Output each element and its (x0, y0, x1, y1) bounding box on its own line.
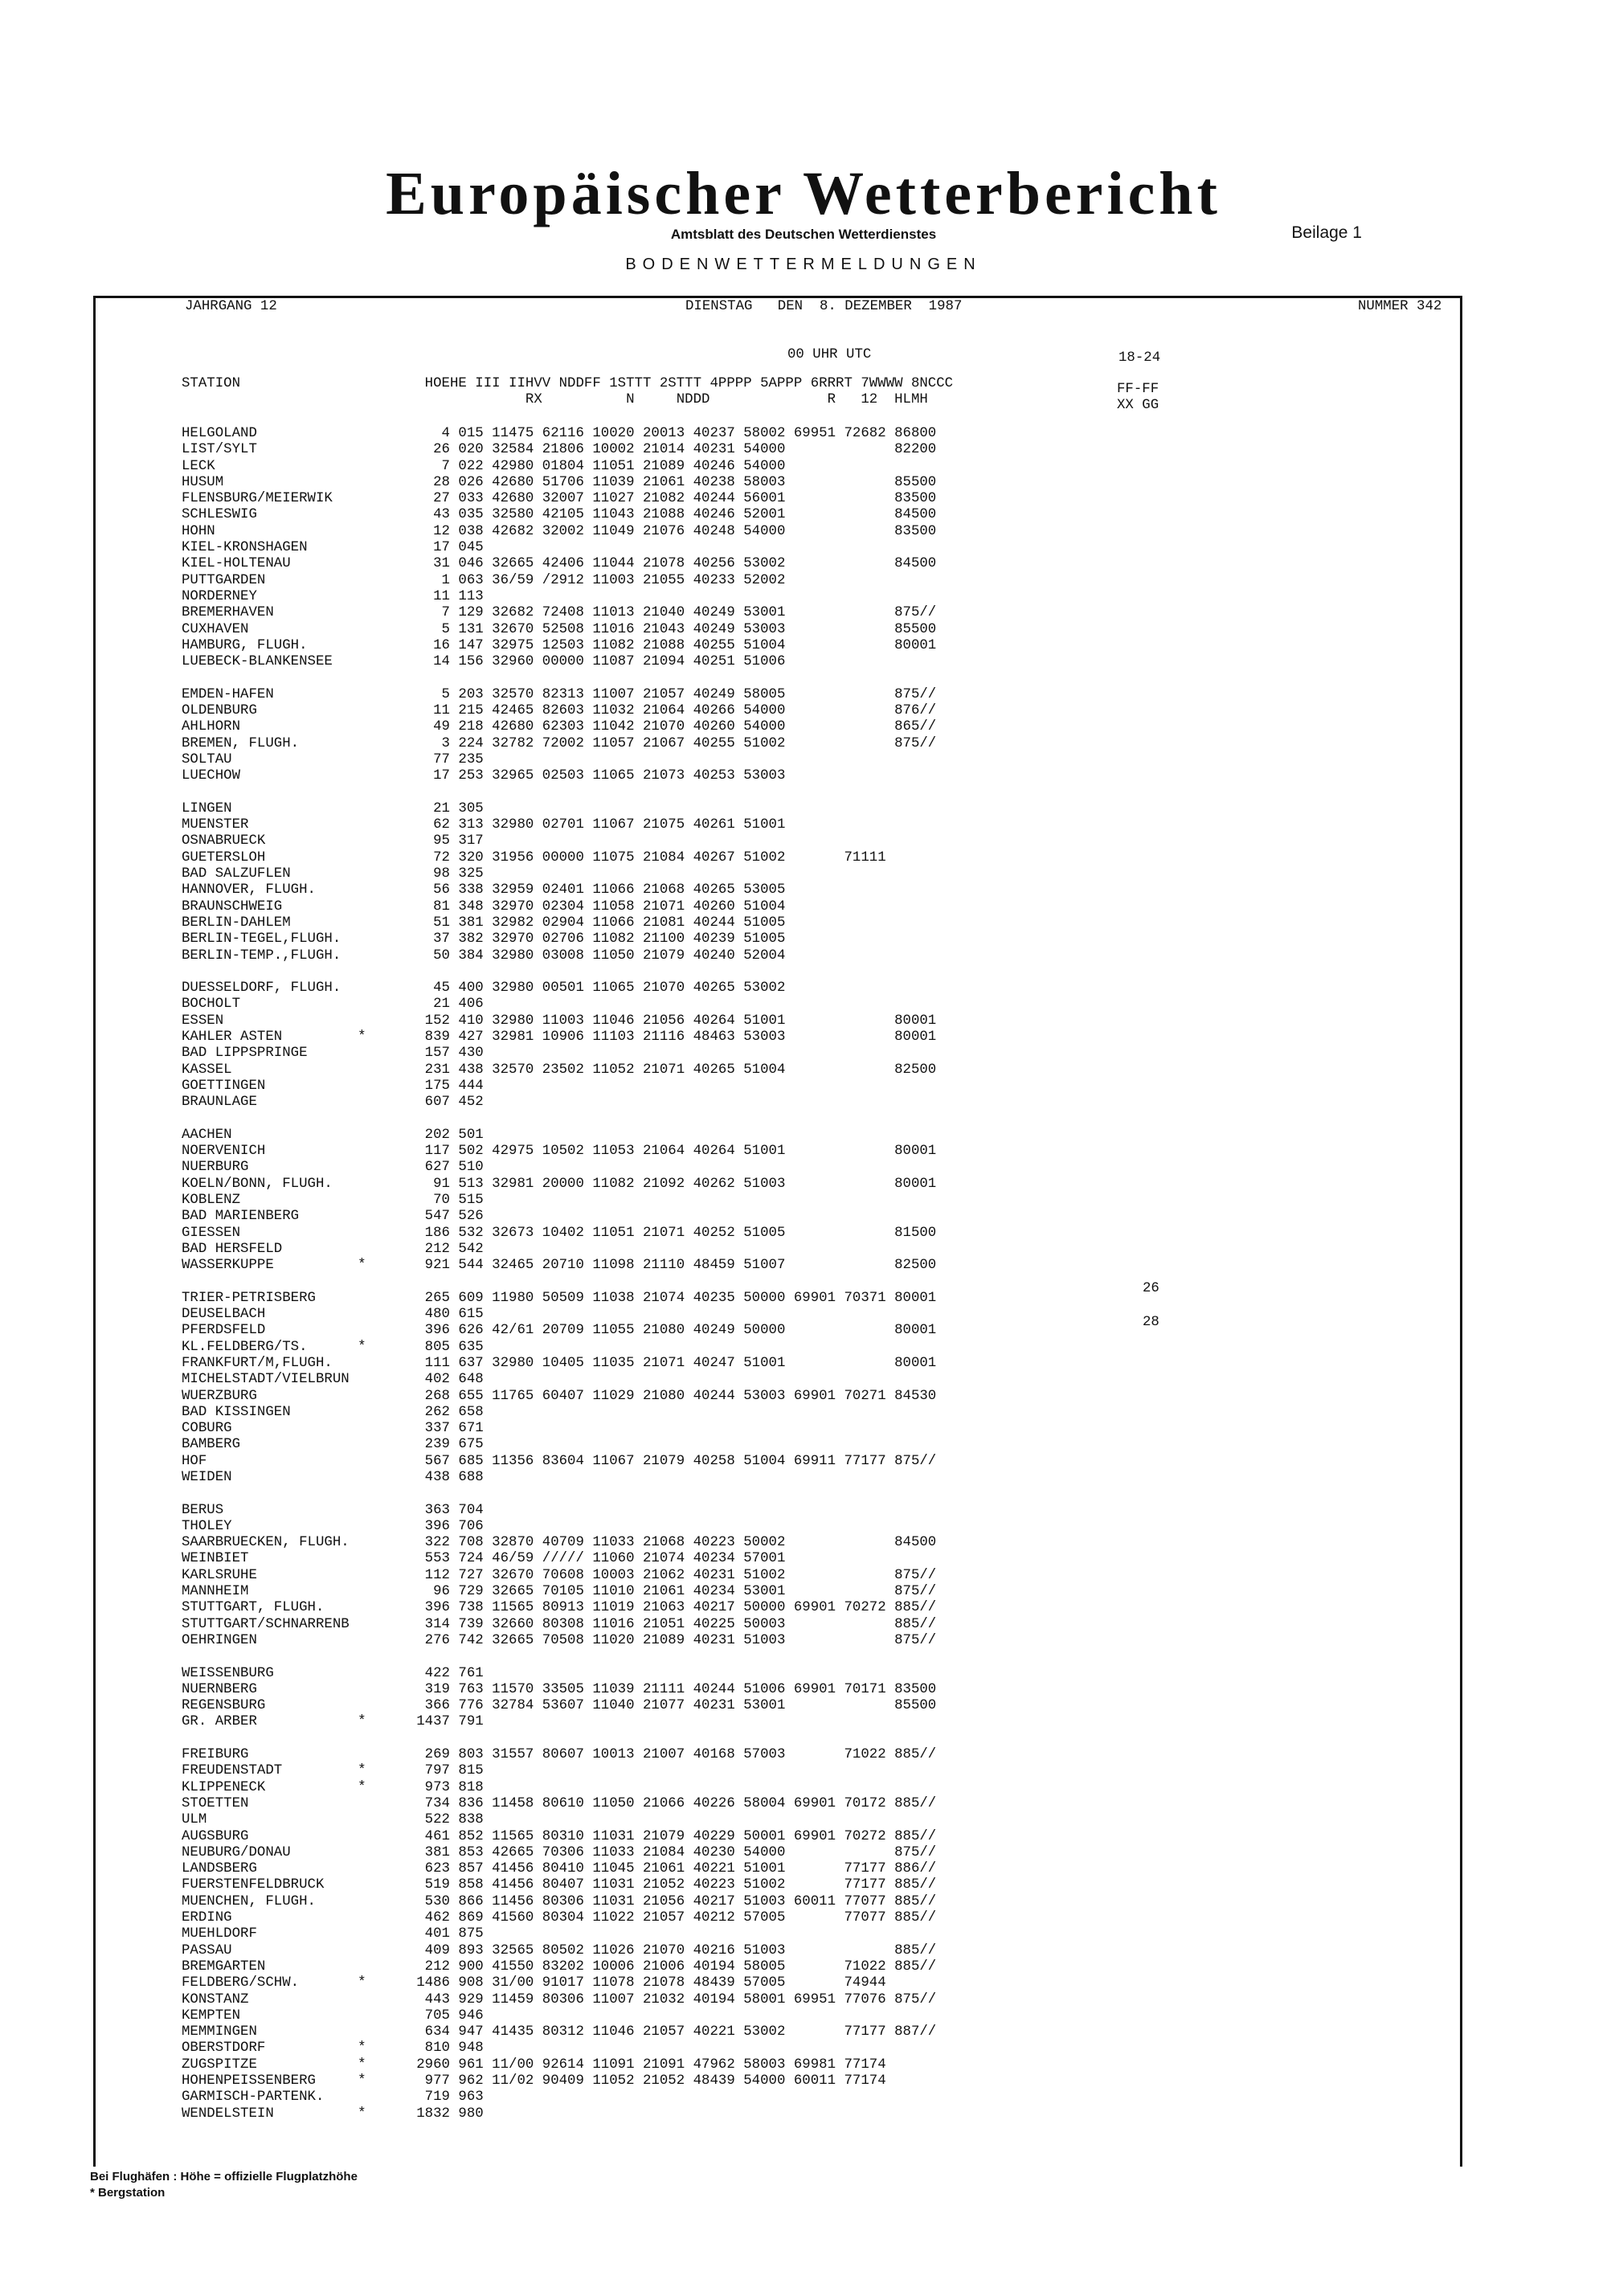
station-row: STUTTGART, FLUGH. 396 738 11565 80913 11019 21063 40217 50000 69901 70272 885// (182, 1600, 937, 1616)
station-row: MUENSTER 62 313 32980 02701 11067 21075 40261 51001 (182, 817, 786, 833)
station-row: SCHLESWIG 43 035 32580 42105 11043 21088 40246 52001 84500 (182, 507, 937, 523)
section-heading: BODENWETTERMELDUNGEN (625, 256, 982, 273)
station-row: MANNHEIM 96 729 32665 70105 11010 21061 40234 53001 875// (182, 1584, 937, 1600)
footnote-airports: Bei Flughäfen : Höhe = offizielle Flugplatzhöhe (90, 2170, 358, 2183)
side-header-line1: 18-24 (1118, 350, 1161, 366)
station-row: BOCHOLT 21 406 (182, 997, 484, 1013)
station-row: OBERSTDORF * 810 948 (182, 2040, 484, 2057)
station-row: OLDENBURG 11 215 42465 82603 11032 21064 40266 54000 876// (182, 703, 937, 719)
station-row: FLENSBURG/MEIERWIK 27 033 42680 32007 11027 21082 40244 56001 83500 (182, 491, 937, 507)
station-row: FREUDENSTADT * 797 815 (182, 1763, 484, 1779)
station-row: WASSERKUPPE * 921 544 32465 20710 11098 21110 48459 51007 82500 (182, 1258, 937, 1274)
station-row: SAARBRUECKEN, FLUGH. 322 708 32870 40709 11033 21068 40223 50002 84500 (182, 1535, 937, 1551)
station-row: GUETERSLOH 72 320 31956 00000 11075 21084 40267 51002 71111 (182, 849, 886, 866)
station-row: STUTTGART/SCHNARRENB 314 739 32660 80308 11016 21051 40225 50003 885// (182, 1616, 937, 1632)
station-row: BAD MARIENBERG 547 526 (182, 1209, 484, 1225)
station-row: KLIPPENECK * 973 818 (182, 1779, 484, 1795)
group-spacer (182, 670, 936, 686)
station-row: GARMISCH-PARTENK. 719 963 (182, 2089, 484, 2106)
report-number: NUMMER 342 (1358, 299, 1442, 314)
station-row: PASSAU 409 893 32565 80502 11026 21070 40216 51003 885// (182, 1942, 937, 1958)
side-header-line3: XX GG (1117, 398, 1159, 413)
station-row: WUERZBURG 268 655 11765 60407 11029 21080 40244 53003 69901 70271 84530 (182, 1388, 937, 1404)
group-spacer (182, 785, 936, 801)
station-row: GOETTINGEN 175 444 (182, 1078, 484, 1094)
station-row: REGENSBURG 366 776 32784 53607 11040 21077 40231 53001 85500 (182, 1698, 937, 1714)
station-row: NEUBURG/DONAU 381 853 42665 70306 11033 21084 40230 54000 875// (182, 1844, 937, 1860)
station-table (182, 426, 936, 2122)
station-row: GR. ARBER * 1437 791 (182, 1714, 484, 1730)
station-row: PUTTGARDEN 1 063 36/59 /2912 11003 21055 40233 52002 (182, 572, 786, 588)
group-spacer (182, 1486, 936, 1502)
station-row: HUSUM 28 026 42680 51706 11039 21061 40238 58003 85500 (182, 474, 937, 490)
side-value-wasserkuppe: 26 (1143, 1281, 1159, 1296)
column-header-line2: RX N NDDD R 12 HLMH (182, 392, 928, 407)
station-row: LUEBECK-BLANKENSEE 14 156 32960 00000 11087 21094 40251 51006 (182, 654, 786, 670)
station-row: BAD KISSINGEN 262 658 (182, 1404, 484, 1420)
station-row: KOBLENZ 70 515 (182, 1192, 484, 1208)
station-row: BREMERHAVEN 7 129 32682 72408 11013 21040 40249 53001 875// (182, 605, 937, 621)
station-row: LIST/SYLT 26 020 32584 21806 10002 21014 40231 54000 82200 (182, 442, 937, 458)
station-row: LECK 7 022 42980 01804 11051 21089 40246 54000 (182, 458, 786, 474)
station-row: EMDEN-HAFEN 5 203 32570 82313 11007 21057 40249 58005 875// (182, 686, 937, 702)
station-row: KASSEL 231 438 32570 23502 11052 21071 40265 51004 82500 (182, 1062, 937, 1078)
station-row: NUERBURG 627 510 (182, 1160, 484, 1176)
station-row: HOHN 12 038 42682 32002 11049 21076 40248 54000 83500 (182, 523, 937, 539)
footnote-mountain: * Bergstation (90, 2186, 166, 2200)
observation-time: 00 UHR UTC (787, 347, 872, 362)
station-row: BRAUNLAGE 607 452 (182, 1095, 484, 1111)
station-row: ZUGSPITZE * 2960 961 11/00 92614 11091 21091 47962 58003 69981 77174 (182, 2057, 886, 2073)
station-row: BERLIN-TEGEL,FLUGH. 37 382 32970 02706 11082 21100 40239 51005 (182, 931, 786, 947)
station-row: LINGEN 21 305 (182, 800, 484, 816)
station-row: ULM 522 838 (182, 1812, 484, 1828)
station-row: LANDSBERG 623 857 41456 80410 11045 21061 40221 51001 77177 886// (182, 1861, 937, 1877)
station-row: BAD LIPPSPRINGE 157 430 (182, 1046, 484, 1062)
group-spacer (182, 1649, 936, 1665)
station-row: FUERSTENFELDBRUCK 519 858 41456 80407 11031 21052 40223 51002 77177 885// (182, 1877, 937, 1893)
side-value-trier: 28 (1143, 1315, 1159, 1330)
group-spacer (182, 1731, 936, 1747)
column-header-line1: STATION HOEHE III IIHVV NDDFF 1STTT 2STTT 4PPPP 5APPP 6RRRT 7WWWW 8NCCC (182, 376, 954, 391)
group-spacer (182, 1274, 936, 1290)
station-row: NUERNBERG 319 763 11570 33505 11039 21111 40244 51006 69901 70171 83500 (182, 1681, 937, 1697)
station-row: ESSEN 152 410 32980 11003 11046 21056 40264 51001 80001 (182, 1013, 937, 1029)
station-row: PFERDSFELD 396 626 42/61 20709 11055 21080 40249 50000 80001 (182, 1323, 937, 1339)
station-row: HAMBURG, FLUGH. 16 147 32975 12503 11082 21088 40255 51004 80001 (182, 637, 937, 653)
station-row: BAD HERSFELD 212 542 (182, 1241, 484, 1257)
station-row: BAMBERG 239 675 (182, 1437, 484, 1453)
station-row: HELGOLAND 4 015 11475 62116 10020 20013 40237 58002 69951 72682 86800 (182, 426, 937, 441)
station-row: BREMEN, FLUGH. 3 224 32782 72002 11057 21067 40255 51002 875// (182, 735, 937, 751)
station-row: KONSTANZ 443 929 11459 80306 11007 21032 40194 58001 69951 77076 875// (182, 1991, 937, 2007)
beilage-label: Beilage 1 (1291, 223, 1362, 242)
group-spacer (182, 964, 936, 980)
station-row: KIEL-KRONSHAGEN 17 045 (182, 540, 484, 556)
station-row: HANNOVER, FLUGH. 56 338 32959 02401 11066 21068 40265 53005 (182, 882, 786, 898)
station-row: HOF 567 685 11356 83604 11067 21079 40258 51004 69911 77177 875// (182, 1453, 937, 1469)
station-row: FELDBERG/SCHW. * 1486 908 31/00 91017 11078 21078 48439 57005 74944 (182, 1975, 886, 1991)
station-row: FREIBURG 269 803 31557 80607 10013 21007 40168 57003 71022 885// (182, 1747, 937, 1763)
group-spacer (182, 1111, 936, 1127)
station-row: WEINBIET 553 724 46/59 ///// 11060 21074 40234 57001 (182, 1551, 786, 1567)
station-row: DUESSELDORF, FLUGH. 45 400 32980 00501 11065 21070 40265 53002 (182, 980, 786, 997)
station-row: CUXHAVEN 5 131 32670 52508 11016 21043 40249 53003 85500 (182, 621, 937, 637)
station-row: BAD SALZUFLEN 98 325 (182, 866, 484, 882)
station-row: MEMMINGEN 634 947 41435 80312 11046 21057 40221 53002 77177 887// (182, 2024, 937, 2040)
station-row: KAHLER ASTEN * 839 427 32981 10906 11103 21116 48463 53003 80001 (182, 1029, 937, 1045)
station-row: AUGSBURG 461 852 11565 80310 11031 21079 40229 50001 69901 70272 885// (182, 1828, 937, 1844)
page-subtitle: Amtsblatt des Deutschen Wetterdienstes (670, 227, 937, 242)
station-row: FRANKFURT/M,FLUGH. 111 637 32980 10405 11035 21071 40247 51001 80001 (182, 1355, 937, 1371)
station-row: STOETTEN 734 836 11458 80610 11050 21066 40226 58004 69901 70172 885// (182, 1795, 937, 1811)
station-row: DEUSELBACH 480 615 (182, 1307, 484, 1323)
station-row: KEMPTEN 705 946 (182, 2007, 484, 2024)
station-row: MUENCHEN, FLUGH. 530 866 11456 80306 11031 21056 40217 51003 60011 77077 885// (182, 1893, 937, 1909)
station-row: TRIER-PETRISBERG 265 609 11980 50509 11038 21074 40235 50000 69901 70371 80001 (182, 1290, 937, 1306)
station-row: NOERVENICH 117 502 42975 10502 11053 21064 40264 51001 80001 (182, 1144, 937, 1160)
side-header-line2: FF-FF (1117, 382, 1159, 397)
jahrgang: JAHRGANG 12 (185, 299, 277, 314)
station-row: HOHENPEISSENBERG * 977 962 11/02 90409 11052 21052 48439 54000 60011 77174 (182, 2073, 886, 2089)
station-row: NORDERNEY 11 113 (182, 588, 484, 604)
station-row: KL.FELDBERG/TS. * 805 635 (182, 1339, 484, 1355)
station-row: MICHELSTADT/VIELBRUN 402 648 (182, 1372, 484, 1388)
station-row: KARLSRUHE 112 727 32670 70608 10003 21062 40231 51002 875// (182, 1567, 937, 1583)
station-row: WENDELSTEIN * 1832 980 (182, 2106, 484, 2122)
station-row: OEHRINGEN 276 742 32665 70508 11020 21089 40231 51003 875// (182, 1632, 937, 1648)
station-row: KIEL-HOLTENAU 31 046 32665 42406 11044 21078 40256 53002 84500 (182, 556, 937, 572)
station-row: BRAUNSCHWEIG 81 348 32970 02304 11058 21071 40260 51004 (182, 898, 786, 915)
station-row: AACHEN 202 501 (182, 1127, 484, 1143)
station-row: BREMGARTEN 212 900 41550 83202 10006 21006 40194 58005 71022 885// (182, 1958, 937, 1975)
station-row: KOELN/BONN, FLUGH. 91 513 32981 20000 11082 21092 40262 51003 80001 (182, 1176, 937, 1192)
station-row: SOLTAU 77 235 (182, 751, 484, 767)
station-row: ERDING 462 869 41560 80304 11022 21057 40212 57005 77077 885// (182, 1910, 937, 1926)
station-row: THOLEY 396 706 (182, 1518, 484, 1534)
station-row: COBURG 337 671 (182, 1421, 484, 1437)
station-row: WEISSENBURG 422 761 (182, 1665, 484, 1681)
station-row: BERLIN-DAHLEM 51 381 32982 02904 11066 21081 40244 51005 (182, 915, 786, 931)
station-row: AHLHORN 49 218 42680 62303 11042 21070 40260 54000 865// (182, 719, 937, 735)
station-row: GIESSEN 186 532 32673 10402 11051 21071 40252 51005 81500 (182, 1225, 937, 1241)
station-row: BERLIN-TEMP.,FLUGH. 50 384 32980 03008 11050 21079 40240 52004 (182, 947, 786, 964)
station-row: LUECHOW 17 253 32965 02503 11065 21073 40253 53003 (182, 768, 786, 784)
station-row: BERUS 363 704 (182, 1502, 484, 1518)
page-title: Europäischer Wetterbericht (386, 160, 1221, 227)
station-row: WEIDEN 438 688 (182, 1470, 484, 1485)
station-row: MUEHLDORF 401 875 (182, 1926, 484, 1942)
report-date: DIENSTAG DEN 8. DEZEMBER 1987 (685, 299, 963, 314)
station-row: OSNABRUECK 95 317 (182, 833, 484, 849)
